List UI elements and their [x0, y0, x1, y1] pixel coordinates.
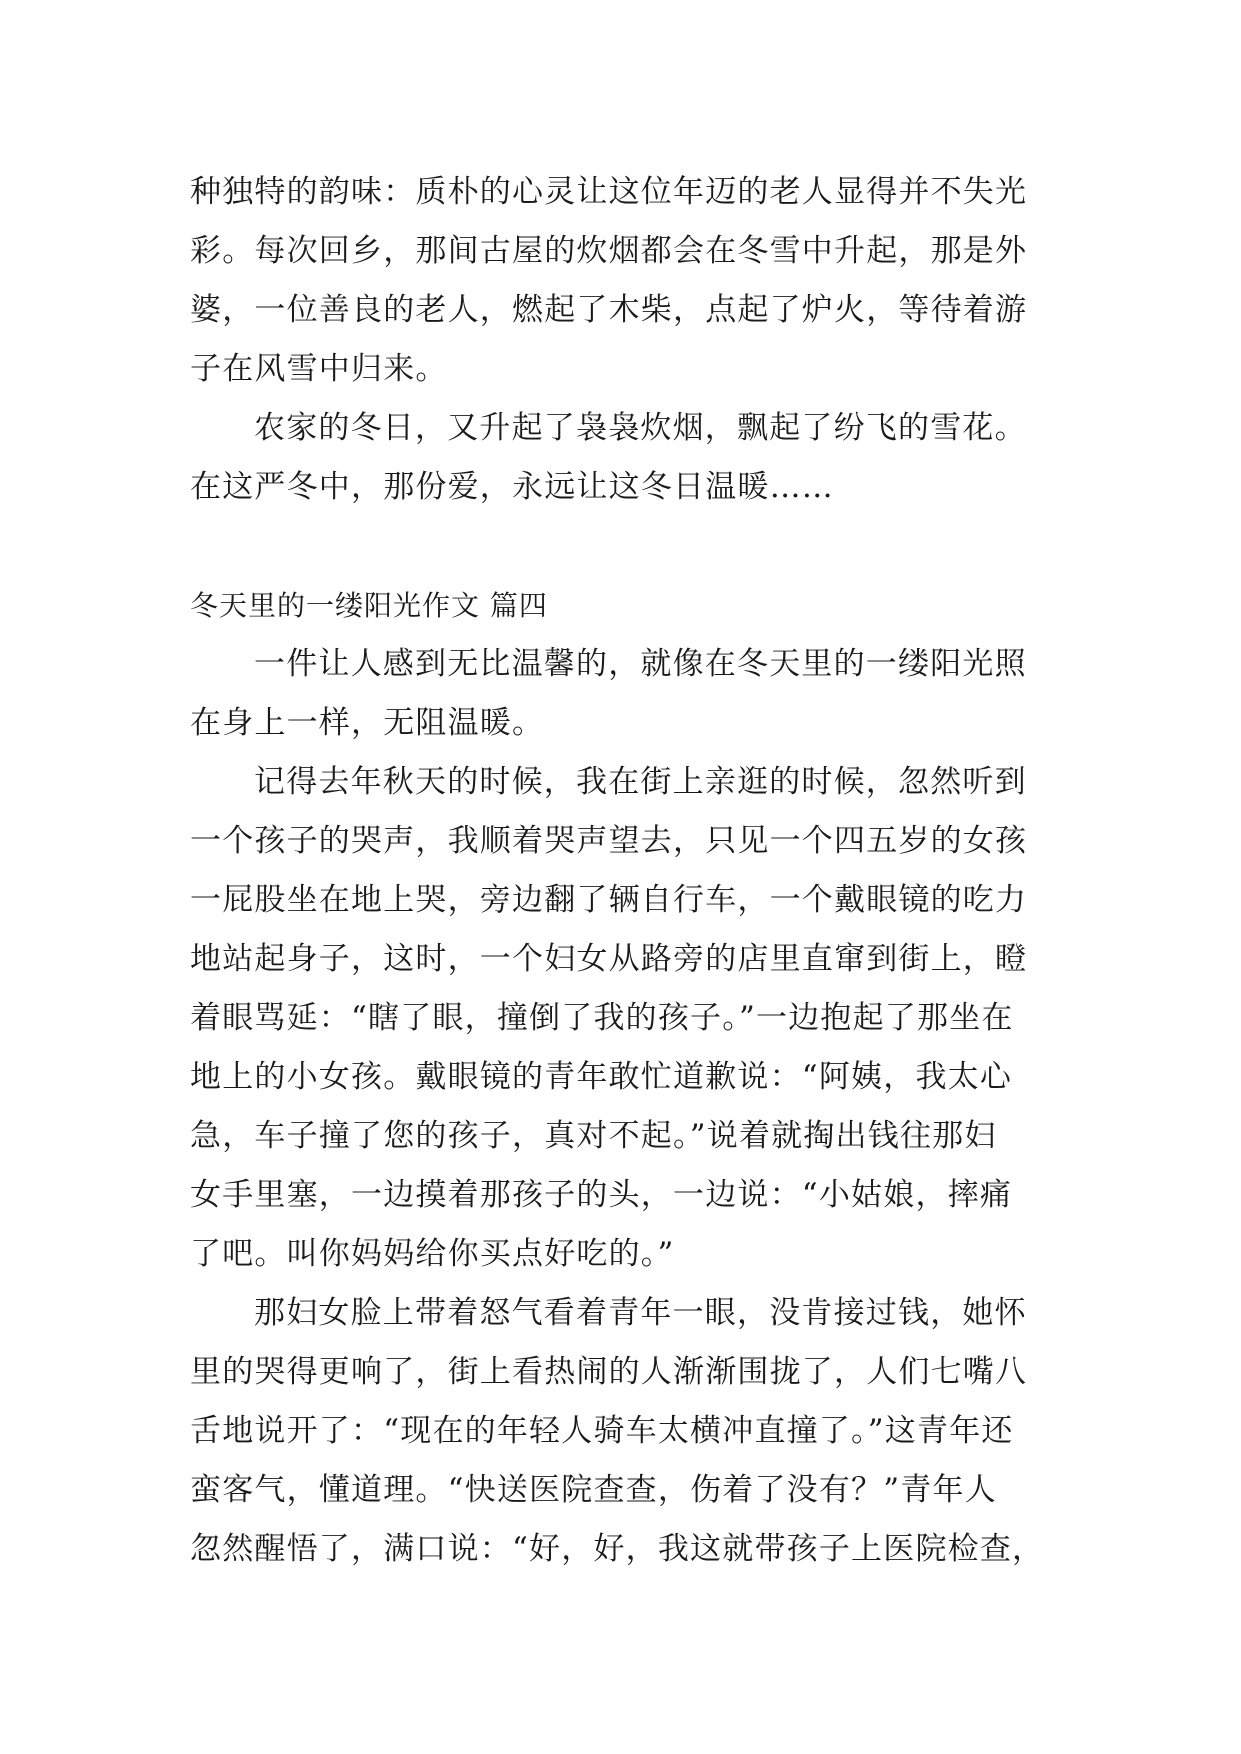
text-line: 蛮客气，懂道理。“快送医院查查，伤着了没有？”青年人: [190, 1472, 997, 1508]
text-line: 农家的冬日，又升起了袅袅炊烟，飘起了纷飞的雪花。: [254, 410, 1027, 446]
text-line: 子在风雪中归来。: [190, 351, 448, 387]
text-line: 婆，一位善良的老人，燃起了木柴，点起了炉火，等待着游: [190, 292, 1028, 328]
text-line: 那妇女脸上带着怒气看着青年一眼，没肯接过钱，她怀: [254, 1295, 1027, 1331]
text-line: 女手里塞，一边摸着那孩子的头，一边说：“小姑娘，摔痛: [190, 1177, 1013, 1213]
text-line: 彩。每次回乡，那间古屋的炊烟都会在冬雪中升起，那是外: [190, 233, 1028, 269]
text-line: 在这严冬中，那份爱，永远让这冬日温暖……: [190, 469, 834, 505]
paragraph-2: [190, 399, 1050, 517]
text-line: 一个孩子的哭声，我顺着哭声望去，只见一个四五岁的女孩: [190, 823, 1028, 859]
text-line: 一件让人感到无比温馨的，就像在冬天里的一缕阳光照: [254, 646, 1027, 682]
text-line: 地站起身子，这时，一个妇女从路旁的店里直窜到街上，瞪: [190, 941, 1028, 977]
text-line: 一屁股坐在地上哭，旁边翻了辆自行车，一个戴眼镜的吃力: [190, 882, 1028, 918]
text-line: 舌地说开了：“现在的年轻人骑车太横冲直撞了。”这青年还: [190, 1413, 1014, 1449]
text-line: 地上的小女孩。戴眼镜的青年敢忙道歉说：“阿姨，我太心: [190, 1059, 1013, 1095]
text-line: 里的哭得更响了，街上看热闹的人渐渐围拢了，人们七嘴八: [190, 1354, 1028, 1390]
text-line: 急，车子撞了您的孩子，真对不起。”说着就掏出钱往那妇: [190, 1118, 997, 1154]
text-line: 种独特的韵味：质朴的心灵让这位年迈的老人显得并不失光: [190, 174, 1028, 210]
document-body: [190, 163, 1050, 1579]
text-line: 了吧。叫你妈妈给你买点好吃的。”: [190, 1236, 675, 1272]
text-line: 记得去年秋天的时候，我在街上亲逛的时候，忽然听到: [254, 764, 1027, 800]
section-heading: 冬天里的一缕阳光作文 篇四: [190, 589, 548, 622]
text-line: 忽然醒悟了，满口说：“好，好，我这就带孩子上医院检查，: [190, 1531, 1045, 1567]
text-line: 着眼骂延：“瞎了眼，撞倒了我的孩子。”一边抱起了那坐在: [190, 1000, 1014, 1036]
blank-line: [190, 517, 1050, 576]
text-line: 在身上一样，无阻温暖。: [190, 705, 545, 741]
paragraph-4: [190, 753, 1050, 1284]
paragraph-5: [190, 1284, 1050, 1579]
paragraph-1: [190, 163, 1050, 399]
paragraph-3: [190, 635, 1050, 753]
